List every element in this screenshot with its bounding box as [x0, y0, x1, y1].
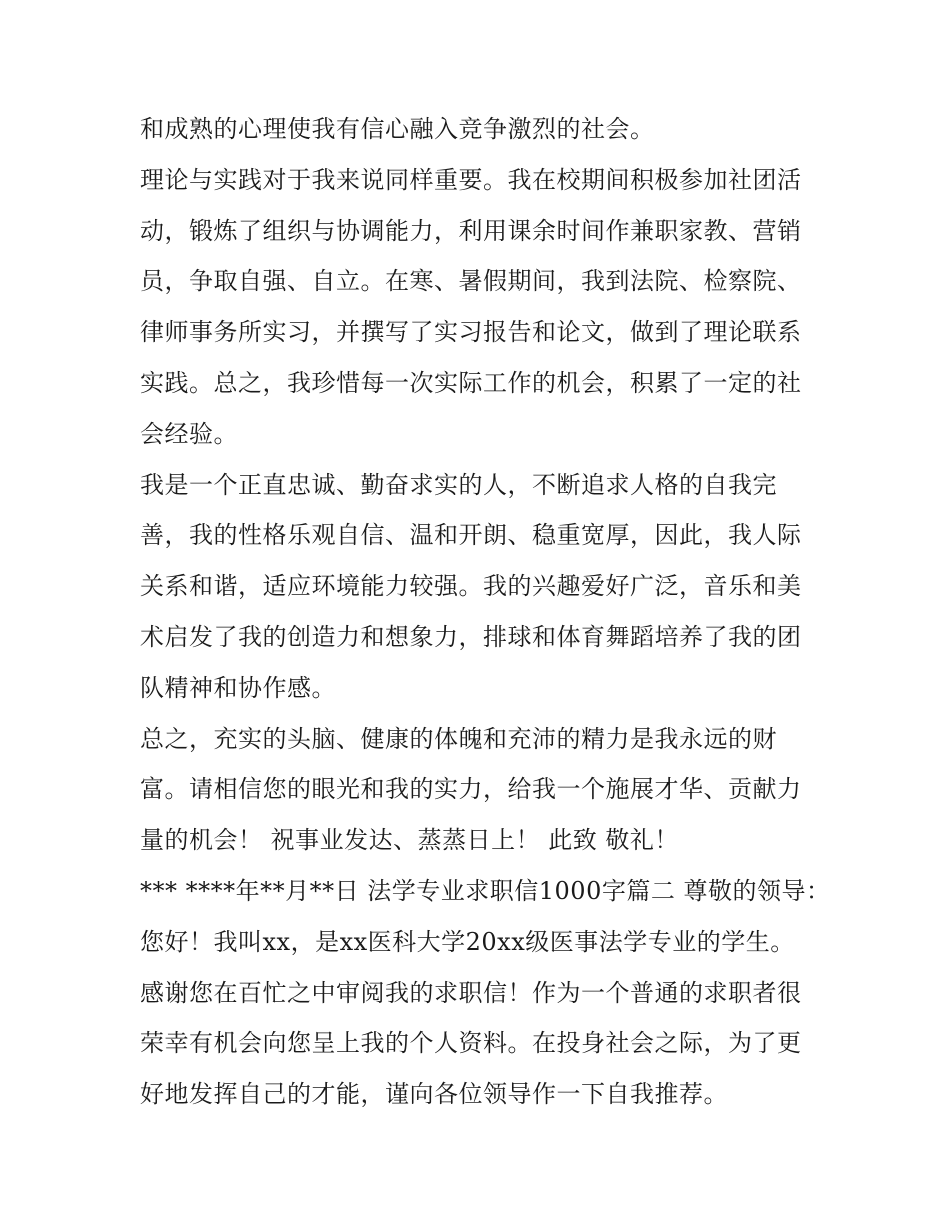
text-line: 员，争取自强、自立。在寒、暑假期间，我到法院、检察院、 — [140, 267, 802, 296]
text-line: 荣幸有机会向您呈上我的个人资料。在投身社会之际，为了更 — [140, 1029, 802, 1058]
text-line: 动，锻炼了组织与协调能力，利用课余时间作兼职家教、营销 — [140, 216, 802, 245]
text-line: 律师事务所实习，并撰写了实习报告和论文，做到了理论联系 — [140, 318, 802, 347]
text-line: 量的机会！ 祝事业发达、蒸蒸日上！ 此致 敬礼！ — [140, 826, 679, 855]
text-line: 我是一个正直忠诚、勤奋求实的人，不断追求人格的自我完 — [140, 470, 777, 499]
text-line: *** ****年**月**日 法学专业求职信1000字篇二 尊敬的领导： — [140, 876, 831, 905]
text-line: 关系和谐，适应环境能力较强。我的兴趣爱好广泛，音乐和美 — [140, 572, 802, 601]
text-line: 实践。总之，我珍惜每一次实际工作的机会，积累了一定的社 — [140, 368, 802, 397]
document-body — [140, 104, 830, 1120]
text-line: 富。请相信您的眼光和我的实力，给我一个施展才华、贡献力 — [140, 775, 802, 804]
text-line: 术启发了我的创造力和想象力，排球和体育舞蹈培养了我的团 — [140, 622, 802, 651]
text-line: 好地发挥自己的才能，谨向各位领导作一下自我推荐。 — [140, 1080, 728, 1109]
text-line: 理论与实践对于我来说同样重要。我在校期间积极参加社团活 — [140, 165, 802, 194]
text-line: 队精神和协作感。 — [140, 673, 336, 702]
text-line: 会经验。 — [140, 419, 238, 448]
text-line: 善，我的性格乐观自信、温和开朗、稳重宽厚，因此，我人际 — [140, 521, 802, 550]
text-line: 感谢您在百忙之中审阅我的求职信！作为一个普通的求职者很 — [140, 978, 802, 1007]
text-line: 和成熟的心理使我有信心融入竞争激烈的社会。 — [140, 115, 655, 143]
text-line: 您好！我叫xx，是xx医科大学20xx级医事法学专业的学生。 — [140, 927, 795, 956]
text-line: 总之，充实的头脑、健康的体魄和充沛的精力是我永远的财 — [140, 724, 777, 753]
